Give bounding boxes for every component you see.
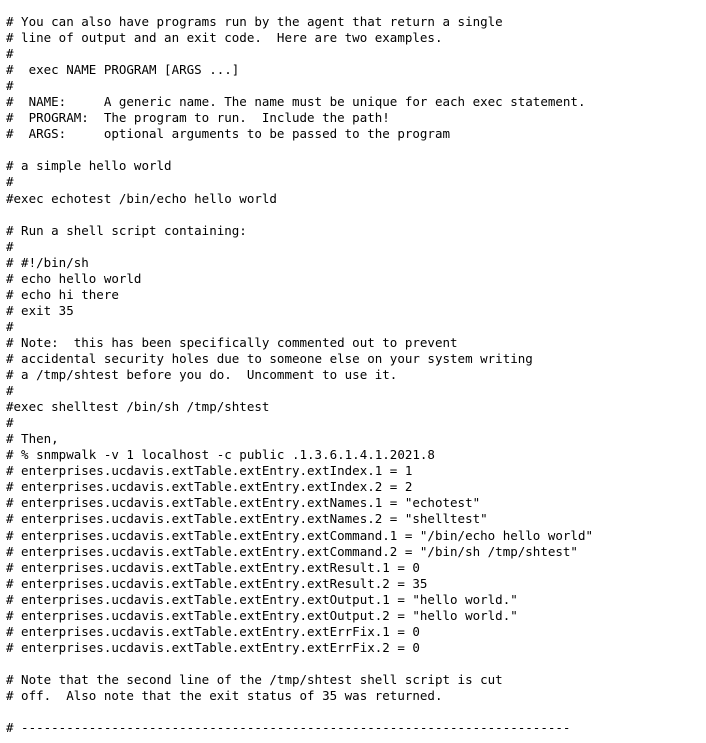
- document-line: # -------------------------------------------------------------------------: [6, 720, 571, 736]
- document-line: # accidental security holes due to someone else on your system writing: [6, 350, 533, 366]
- document-line: # Note: this has been specifically commented out to prevent: [6, 334, 458, 350]
- document-line: # You can also have programs run by the agent that return a single: [6, 14, 503, 29]
- document-line: # a /tmp/shtest before you do. Uncomment to use it.: [6, 367, 398, 383]
- document-line: # exit 35: [6, 302, 74, 318]
- document-line: # enterprises.ucdavis.extTable.extEntry.extIndex.2 = 2: [6, 479, 413, 495]
- document-line: # enterprises.ucdavis.extTable.extEntry.extResult.1 = 0: [6, 559, 420, 575]
- document-line: # Run a shell script containing:: [6, 222, 247, 238]
- document-line: [6, 207, 706, 223]
- document-line: # Note that the second line of the /tmp/shtest shell script is cut: [6, 671, 503, 687]
- document-line: # PROGRAM: The program to run. Include the path!: [6, 110, 390, 126]
- document-line: #: [6, 415, 14, 431]
- document-line: #: [6, 383, 14, 399]
- document-line: # a simple hello world: [6, 158, 172, 174]
- document-line: # line of output and an exit code. Here are two examples.: [6, 30, 443, 46]
- document-line: # NAME: A generic name. The name must be unique for each exec statement.: [6, 94, 586, 110]
- document-line: # enterprises.ucdavis.extTable.extEntry.extCommand.1 = "/bin/echo hello world": [6, 527, 593, 543]
- document-line: # enterprises.ucdavis.extTable.extEntry.extResult.2 = 35: [6, 575, 428, 591]
- document-line: # enterprises.ucdavis.extTable.extEntry.extIndex.1 = 1: [6, 463, 413, 479]
- document-line: [6, 656, 706, 672]
- document-line: # ARGS: optional arguments to be passed to the program: [6, 126, 451, 142]
- document-line: # echo hello world: [6, 270, 142, 286]
- document-line: # enterprises.ucdavis.extTable.extEntry.extNames.1 = "echotest": [6, 495, 481, 511]
- document-line: #: [6, 318, 14, 334]
- document-line: # enterprises.ucdavis.extTable.extEntry.extOutput.1 = "hello world.": [6, 591, 518, 607]
- document-line: #: [6, 46, 14, 62]
- document-line: #exec echotest /bin/echo hello world: [6, 190, 277, 206]
- document-line: # enterprises.ucdavis.extTable.extEntry.extCommand.2 = "/bin/sh /tmp/shtest": [6, 543, 578, 559]
- document-line: # enterprises.ucdavis.extTable.extEntry.extNames.2 = "shelltest": [6, 511, 488, 527]
- document-line: #exec shelltest /bin/sh /tmp/shtest: [6, 399, 270, 415]
- document-line: # off. Also note that the exit status of 35 was returned.: [6, 687, 443, 703]
- document-line: # #!/bin/sh: [6, 254, 89, 270]
- document-line: # enterprises.ucdavis.extTable.extEntry.extErrFix.2 = 0: [6, 639, 420, 655]
- document-line: # % snmpwalk -v 1 localhost -c public .1.3.6.1.4.1.2021.8: [6, 447, 435, 463]
- document-line: # enterprises.ucdavis.extTable.extEntry.extErrFix.1 = 0: [6, 623, 420, 639]
- document-line: # echo hi there: [6, 286, 119, 302]
- document-line: #: [6, 238, 14, 254]
- document-line: #: [6, 78, 14, 94]
- document-line: [6, 704, 706, 720]
- document-line: # Then,: [6, 431, 59, 447]
- document-line: [6, 142, 706, 158]
- document-line: # enterprises.ucdavis.extTable.extEntry.extOutput.2 = "hello world.": [6, 607, 518, 623]
- document-line: #: [6, 174, 14, 190]
- document-line: # exec NAME PROGRAM [ARGS ...]: [6, 62, 240, 78]
